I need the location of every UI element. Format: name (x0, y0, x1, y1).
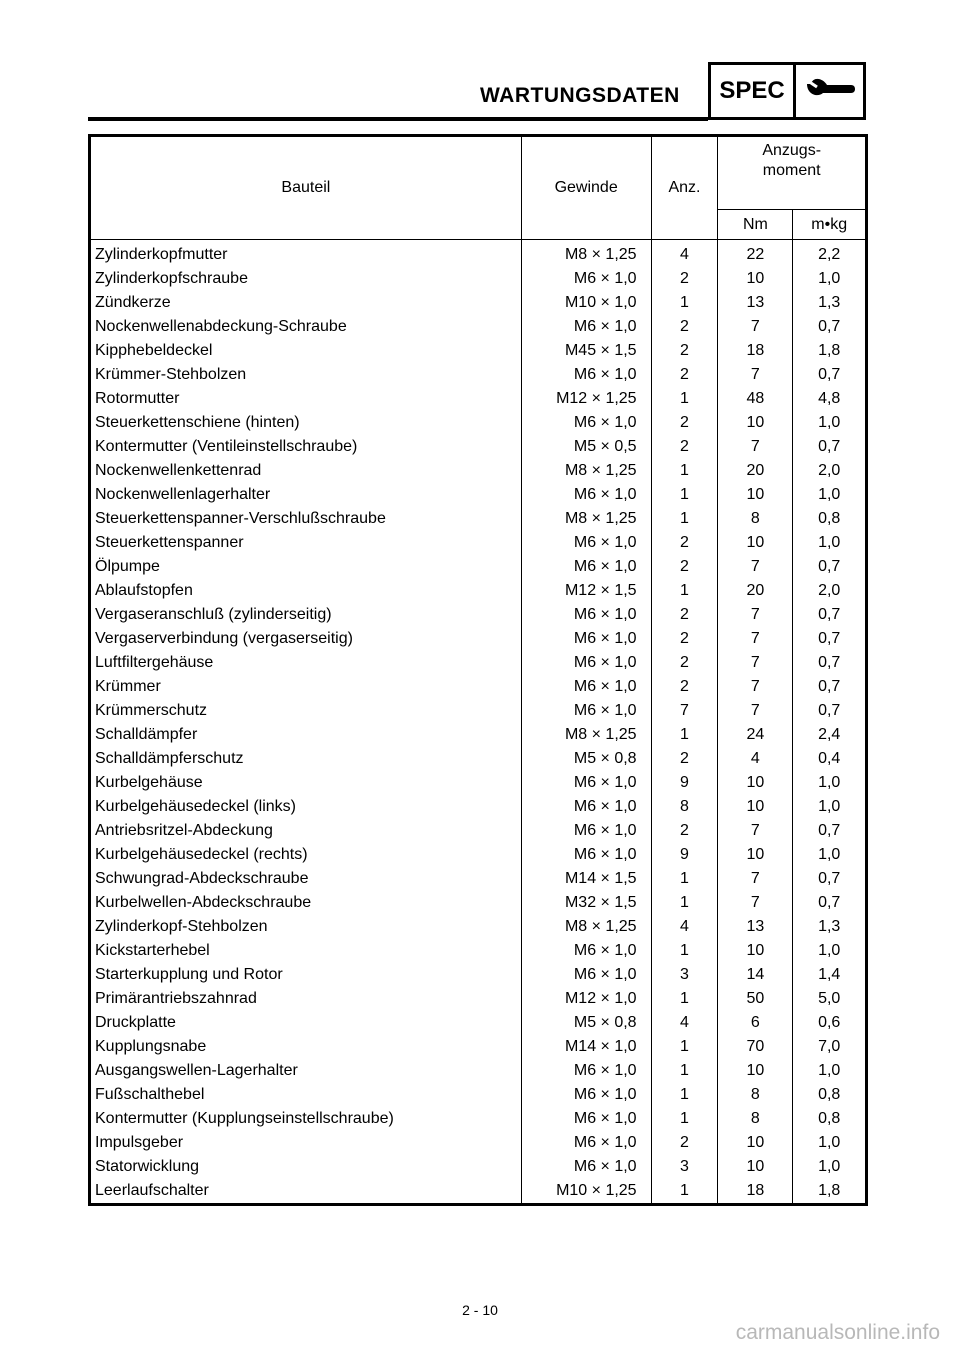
part-name: Vergaseranschluß (zylinderseitig) (95, 606, 332, 623)
table-row (90, 267, 867, 291)
thread-size: M10 × 1,0 (521, 291, 651, 315)
part-name: Kontermutter (Kupplungseinstellschraube) (95, 1110, 394, 1127)
table-row (90, 843, 867, 867)
quantity: 2 (651, 411, 718, 435)
table-row (90, 1179, 867, 1205)
table-row (90, 723, 867, 747)
table-row (90, 963, 867, 987)
quantity: 1 (651, 723, 718, 747)
part-name: Fußschalthebel (95, 1086, 205, 1103)
torque-mkg: 2,0 (793, 579, 867, 603)
quantity: 1 (651, 1179, 718, 1205)
torque-mkg: 0,7 (793, 819, 867, 843)
quantity: 2 (651, 1131, 718, 1155)
torque-nm: 10 (718, 483, 793, 507)
table-row (90, 1035, 867, 1059)
torque-mkg: 1,0 (793, 531, 867, 555)
thread-size: M6 × 1,0 (521, 939, 651, 963)
thread-size: M6 × 1,0 (521, 1155, 651, 1179)
quantity: 1 (651, 1035, 718, 1059)
part-name: Impulsgeber (95, 1134, 184, 1151)
thread-size: M6 × 1,0 (521, 531, 651, 555)
thread-size: M6 × 1,0 (521, 267, 651, 291)
torque-nm: 8 (718, 1083, 793, 1107)
quantity: 2 (651, 267, 718, 291)
torque-nm: 13 (718, 291, 793, 315)
torque-nm: 24 (718, 723, 793, 747)
thread-size: M8 × 1,25 (521, 915, 651, 939)
torque-nm: 14 (718, 963, 793, 987)
table-row (90, 507, 867, 531)
torque-mkg: 0,7 (793, 363, 867, 387)
torque-mkg: 0,4 (793, 747, 867, 771)
table-row (90, 531, 867, 555)
torque-nm: 7 (718, 315, 793, 339)
torque-mkg: 0,7 (793, 555, 867, 579)
quantity: 2 (651, 363, 718, 387)
part-name: Kurbelgehäuse (95, 774, 203, 791)
table-row (90, 387, 867, 411)
part-name: Kurbelgehäusedeckel (rechts) (95, 846, 308, 863)
torque-mkg: 1,0 (793, 1131, 867, 1155)
quantity: 1 (651, 291, 718, 315)
torque-nm: 7 (718, 675, 793, 699)
part-name: Krümmer-Stehbolzen (95, 366, 247, 383)
part-name: Ölpumpe (95, 558, 160, 575)
torque-mkg: 0,8 (793, 507, 867, 531)
quantity: 4 (651, 915, 718, 939)
torque-mkg: 0,7 (793, 651, 867, 675)
torque-nm: 22 (718, 240, 793, 268)
quantity: 1 (651, 939, 718, 963)
torque-nm: 10 (718, 1131, 793, 1155)
column-header-qty: Anz. (651, 136, 718, 240)
thread-size: M8 × 1,25 (521, 507, 651, 531)
torque-mkg: 1,0 (793, 771, 867, 795)
thread-size: M6 × 1,0 (521, 819, 651, 843)
torque-mkg: 2,2 (793, 240, 867, 268)
torque-nm: 7 (718, 819, 793, 843)
part-name: Starterkupplung und Rotor (95, 966, 283, 983)
torque-mkg: 2,0 (793, 459, 867, 483)
thread-size: M6 × 1,0 (521, 699, 651, 723)
part-name: Zylinderkopfschraube (95, 270, 248, 287)
title-underline (88, 117, 708, 121)
torque-mkg: 1,8 (793, 339, 867, 363)
table-row (90, 747, 867, 771)
torque-mkg: 0,6 (793, 1011, 867, 1035)
part-name: Steuerkettenspanner (95, 534, 244, 551)
quantity: 1 (651, 891, 718, 915)
page-title: WARTUNGSDATEN (480, 84, 680, 107)
torque-nm: 10 (718, 795, 793, 819)
table-row (90, 291, 867, 315)
quantity: 2 (651, 747, 718, 771)
quantity: 1 (651, 867, 718, 891)
spec-label: SPEC (711, 65, 796, 117)
thread-size: M32 × 1,5 (521, 891, 651, 915)
part-name: Schwungrad-Abdeckschraube (95, 870, 309, 887)
quantity: 2 (651, 531, 718, 555)
torque-mkg: 1,3 (793, 291, 867, 315)
torque-nm: 13 (718, 915, 793, 939)
thread-size: M8 × 1,25 (521, 723, 651, 747)
thread-size: M10 × 1,25 (521, 1179, 651, 1205)
thread-size: M5 × 0,5 (521, 435, 651, 459)
torque-nm: 50 (718, 987, 793, 1011)
quantity: 2 (651, 555, 718, 579)
part-name: Primärantriebszahnrad (95, 990, 257, 1007)
torque-nm: 48 (718, 387, 793, 411)
thread-size: M6 × 1,0 (521, 555, 651, 579)
table-row (90, 915, 867, 939)
quantity: 2 (651, 339, 718, 363)
thread-size: M8 × 1,25 (521, 240, 651, 268)
table-row (90, 1059, 867, 1083)
part-name: Rotormutter (95, 390, 180, 407)
wrench-icon (796, 65, 863, 117)
torque-nm: 7 (718, 867, 793, 891)
thread-size: M6 × 1,0 (521, 1107, 651, 1131)
torque-nm: 6 (718, 1011, 793, 1035)
thread-size: M6 × 1,0 (521, 1131, 651, 1155)
torque-mkg: 0,7 (793, 867, 867, 891)
thread-size: M6 × 1,0 (521, 315, 651, 339)
torque-mkg: 1,0 (793, 483, 867, 507)
torque-mkg: 2,4 (793, 723, 867, 747)
part-name: Kupplungsnabe (95, 1038, 207, 1055)
thread-size: M6 × 1,0 (521, 1083, 651, 1107)
quantity: 1 (651, 1083, 718, 1107)
torque-mkg: 0,7 (793, 627, 867, 651)
torque-nm: 7 (718, 891, 793, 915)
part-name: Schalldämpfer (95, 726, 198, 743)
table-row (90, 939, 867, 963)
part-name: Kickstarterhebel (95, 942, 210, 959)
part-name: Nockenwellenlagerhalter (95, 486, 271, 503)
column-header-thread: Gewinde (521, 136, 651, 240)
thread-size: M6 × 1,0 (521, 627, 651, 651)
quantity: 3 (651, 1155, 718, 1179)
part-name: Zylinderkopfmutter (95, 246, 228, 263)
part-name: Steuerkettenschiene (hinten) (95, 414, 300, 431)
column-header-torque: Anzugs- moment (718, 136, 867, 210)
torque-table (88, 134, 868, 1206)
torque-mkg: 1,0 (793, 843, 867, 867)
part-name: Antriebsritzel-Abdeckung (95, 822, 273, 839)
table-row (90, 339, 867, 363)
torque-mkg: 1,0 (793, 411, 867, 435)
quantity: 2 (651, 603, 718, 627)
torque-nm: 20 (718, 459, 793, 483)
thread-size: M6 × 1,0 (521, 363, 651, 387)
thread-size: M12 × 1,0 (521, 987, 651, 1011)
torque-nm: 10 (718, 1155, 793, 1179)
thread-size: M6 × 1,0 (521, 963, 651, 987)
thread-size: M6 × 1,0 (521, 411, 651, 435)
thread-size: M6 × 1,0 (521, 843, 651, 867)
table-row (90, 363, 867, 387)
table-row (90, 435, 867, 459)
part-name: Vergaserverbindung (vergaserseitig) (95, 630, 353, 647)
torque-nm: 10 (718, 267, 793, 291)
thread-size: M12 × 1,5 (521, 579, 651, 603)
torque-nm: 7 (718, 363, 793, 387)
torque-mkg: 1,0 (793, 267, 867, 291)
torque-mkg: 4,8 (793, 387, 867, 411)
part-name: Krümmerschutz (95, 702, 208, 719)
table-row (90, 819, 867, 843)
thread-size: M8 × 1,25 (521, 459, 651, 483)
thread-size: M6 × 1,0 (521, 651, 651, 675)
table-row (90, 891, 867, 915)
quantity: 4 (651, 240, 718, 268)
torque-mkg: 1,0 (793, 939, 867, 963)
torque-nm: 7 (718, 699, 793, 723)
part-name: Kipphebeldeckel (95, 342, 213, 359)
column-header-mkg: m•kg (793, 210, 867, 240)
quantity: 1 (651, 387, 718, 411)
torque-nm: 7 (718, 603, 793, 627)
table-row (90, 867, 867, 891)
table-row (90, 603, 867, 627)
table-row (90, 1011, 867, 1035)
torque-mkg: 0,7 (793, 675, 867, 699)
torque-mkg: 1,8 (793, 1179, 867, 1205)
part-name: Steuerkettenspanner-Verschlußschraube (95, 510, 386, 527)
part-name: Statorwicklung (95, 1158, 200, 1175)
torque-nm: 7 (718, 627, 793, 651)
watermark: carmanualsonline.info (735, 1321, 940, 1344)
part-name: Ausgangswellen-Lagerhalter (95, 1062, 298, 1079)
table-row (90, 315, 867, 339)
torque-nm: 8 (718, 507, 793, 531)
torque-nm: 7 (718, 651, 793, 675)
part-name: Druckplatte (95, 1014, 176, 1031)
quantity: 7 (651, 699, 718, 723)
thread-size: M14 × 1,5 (521, 867, 651, 891)
thread-size: M45 × 1,5 (521, 339, 651, 363)
thread-size: M6 × 1,0 (521, 1059, 651, 1083)
quantity: 1 (651, 459, 718, 483)
torque-nm: 4 (718, 747, 793, 771)
thread-size: M6 × 1,0 (521, 483, 651, 507)
part-name: Ablaufstopfen (95, 582, 193, 599)
table-row (90, 1131, 867, 1155)
quantity: 1 (651, 579, 718, 603)
torque-nm: 10 (718, 843, 793, 867)
quantity: 1 (651, 483, 718, 507)
quantity: 8 (651, 795, 718, 819)
part-name: Schalldämpferschutz (95, 750, 244, 767)
table-row (90, 795, 867, 819)
part-name: Kurbelgehäusedeckel (links) (95, 798, 296, 815)
quantity: 1 (651, 1059, 718, 1083)
part-name: Krümmer (95, 678, 161, 695)
table-row (90, 1107, 867, 1131)
torque-mkg: 1,3 (793, 915, 867, 939)
torque-mkg: 0,7 (793, 699, 867, 723)
torque-nm: 20 (718, 579, 793, 603)
thread-size: M6 × 1,0 (521, 675, 651, 699)
table-row (90, 555, 867, 579)
quantity: 1 (651, 987, 718, 1011)
part-name: Kurbelwellen-Abdeckschraube (95, 894, 312, 911)
part-name: Zylinderkopf-Stehbolzen (95, 918, 268, 935)
quantity: 2 (651, 435, 718, 459)
part-name: Kontermutter (Ventileinstellschraube) (95, 438, 358, 455)
quantity: 9 (651, 771, 718, 795)
thread-size: M6 × 1,0 (521, 771, 651, 795)
table-row (90, 627, 867, 651)
torque-nm: 10 (718, 531, 793, 555)
table-row (90, 240, 867, 268)
torque-nm: 10 (718, 939, 793, 963)
torque-nm: 7 (718, 435, 793, 459)
quantity: 3 (651, 963, 718, 987)
torque-mkg: 5,0 (793, 987, 867, 1011)
page-number: 2 - 10 (462, 1302, 498, 1318)
torque-nm: 10 (718, 771, 793, 795)
table-row (90, 699, 867, 723)
torque-nm: 10 (718, 1059, 793, 1083)
table-row (90, 411, 867, 435)
table-row (90, 483, 867, 507)
thread-size: M6 × 1,0 (521, 603, 651, 627)
torque-mkg: 1,0 (793, 795, 867, 819)
part-name: Luftfiltergehäuse (95, 654, 214, 671)
torque-mkg: 1,0 (793, 1155, 867, 1179)
table-row (90, 987, 867, 1011)
thread-size: M6 × 1,0 (521, 795, 651, 819)
column-header-part: Bauteil (90, 136, 522, 240)
torque-mkg: 0,7 (793, 435, 867, 459)
thread-size: M5 × 0,8 (521, 747, 651, 771)
table-row (90, 771, 867, 795)
part-name: Nockenwellenkettenrad (95, 462, 262, 479)
table-body (90, 240, 867, 1205)
thread-size: M12 × 1,25 (521, 387, 651, 411)
torque-mkg: 1,0 (793, 1059, 867, 1083)
torque-mkg: 0,7 (793, 603, 867, 627)
quantity: 2 (651, 627, 718, 651)
torque-mkg: 7,0 (793, 1035, 867, 1059)
part-name: Nockenwellenabdeckung-Schraube (95, 318, 347, 335)
quantity: 2 (651, 315, 718, 339)
quantity: 9 (651, 843, 718, 867)
part-name: Leerlaufschalter (95, 1182, 209, 1199)
torque-nm: 10 (718, 411, 793, 435)
torque-nm: 8 (718, 1107, 793, 1131)
spec-badge (708, 62, 866, 120)
column-header-nm: Nm (718, 210, 793, 240)
thread-size: M5 × 0,8 (521, 1011, 651, 1035)
quantity: 1 (651, 1107, 718, 1131)
quantity: 4 (651, 1011, 718, 1035)
torque-nm: 18 (718, 339, 793, 363)
torque-mkg: 0,8 (793, 1083, 867, 1107)
table-row (90, 459, 867, 483)
part-name: Zündkerze (95, 294, 171, 311)
table-row (90, 1083, 867, 1107)
quantity: 2 (651, 651, 718, 675)
torque-mkg: 0,7 (793, 315, 867, 339)
table-row (90, 579, 867, 603)
thread-size: M14 × 1,0 (521, 1035, 651, 1059)
table-row (90, 675, 867, 699)
table-row (90, 1155, 867, 1179)
torque-mkg: 0,7 (793, 891, 867, 915)
torque-mkg: 0,8 (793, 1107, 867, 1131)
table-row (90, 651, 867, 675)
torque-nm: 70 (718, 1035, 793, 1059)
torque-mkg: 1,4 (793, 963, 867, 987)
torque-nm: 7 (718, 555, 793, 579)
quantity: 1 (651, 507, 718, 531)
quantity: 2 (651, 819, 718, 843)
quantity: 2 (651, 675, 718, 699)
torque-nm: 18 (718, 1179, 793, 1205)
